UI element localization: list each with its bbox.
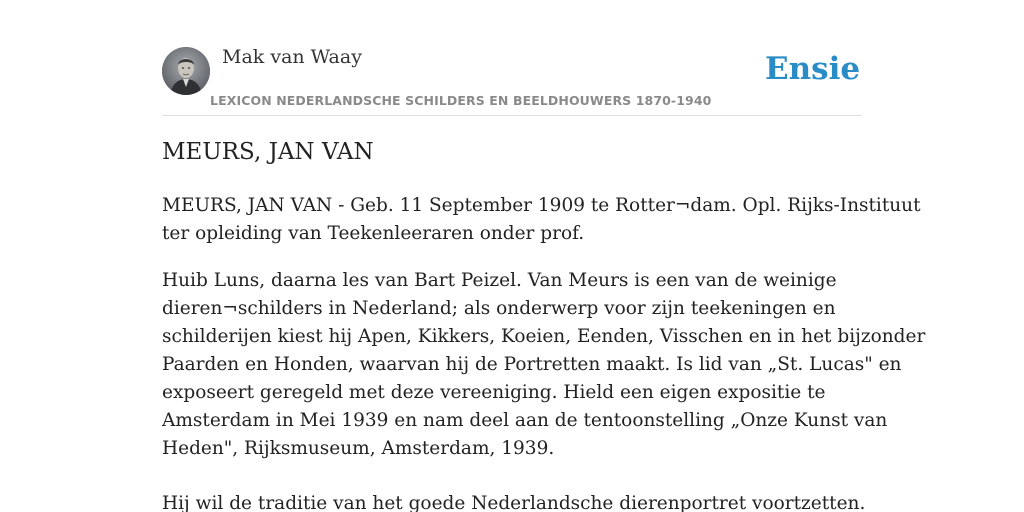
text-line: Amsterdam in Mei 1939 en nam deel aan de tentoonstelling „Onze Kunst van bbox=[162, 410, 888, 431]
article-paragraph bbox=[162, 192, 921, 248]
source-label[interactable]: LEXICON NEDERLANDSCHE SCHILDERS EN BEELDHOUWERS 1870-1940 bbox=[210, 93, 712, 108]
article-title: MEURS, JAN VAN bbox=[162, 139, 374, 165]
text-line: Heden", Rijksmuseum, Amsterdam, 1939. bbox=[162, 438, 555, 459]
text-line: Huib Luns, daarna les van Bart Peizel. Van Meurs is een van de weinige bbox=[162, 270, 837, 291]
text-line: exposeert geregeld met deze vereeniging. Hield een eigen expositie te bbox=[162, 382, 826, 403]
text-line: ter opleiding van Teekenleeraren onder prof. bbox=[162, 223, 585, 244]
author-name[interactable]: Mak van Waay bbox=[222, 46, 362, 68]
text-line: Paarden en Honden, waarvan hij de Portretten maakt. Is lid van „St. Lucas" en bbox=[162, 354, 902, 375]
portrait-icon bbox=[162, 47, 210, 95]
text-line: schilderijen kiest hij Apen, Kikkers, Koeien, Eenden, Visschen en in het bijzonder bbox=[162, 326, 926, 347]
author-avatar[interactable] bbox=[162, 47, 210, 95]
ensie-logo[interactable]: Ensie bbox=[765, 51, 861, 87]
header-divider bbox=[162, 115, 862, 116]
article-paragraph bbox=[162, 490, 866, 512]
text-line: MEURS, JAN VAN - Geb. 11 September 1909 te Rotter¬dam. Opl. Rijks-Instituut bbox=[162, 195, 921, 216]
text-line: dieren¬schilders in Nederland; als onderwerp voor zijn teekeningen en bbox=[162, 298, 836, 319]
article-paragraph bbox=[162, 267, 926, 463]
text-line: Hij wil de traditie van het goede Nederlandsche dierenportret voortzetten. bbox=[162, 493, 866, 512]
